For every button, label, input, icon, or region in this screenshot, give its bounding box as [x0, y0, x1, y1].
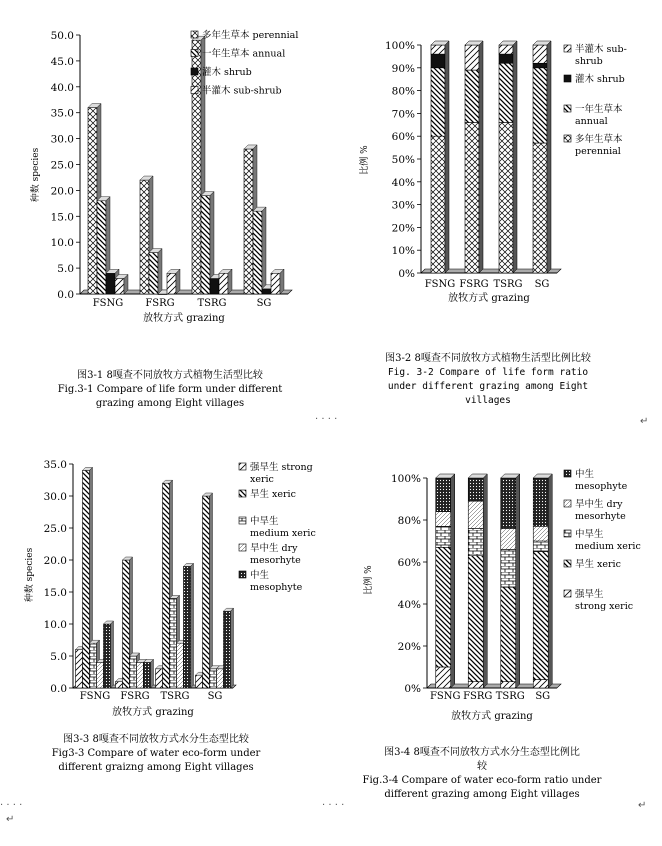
- category-label: TSRG: [197, 298, 227, 309]
- caption-fig-3-4: [332, 746, 632, 802]
- bar-side: [228, 269, 232, 294]
- bar-segment: [533, 68, 547, 143]
- bar-segment: [465, 45, 479, 70]
- category-label: FSNG: [429, 691, 461, 702]
- return-mark: ↵: [6, 814, 15, 825]
- y-tick-label: 0.0: [50, 683, 67, 695]
- bar-segment: [501, 682, 516, 688]
- legend-label: 半灌木 sub-shrub: [202, 85, 282, 97]
- y-tick-label: 90%: [391, 62, 415, 75]
- bar: [244, 149, 253, 294]
- legend-swatch: [564, 560, 571, 567]
- bar: [177, 643, 184, 688]
- bar-segment: [499, 45, 513, 54]
- category-label: TSRG: [493, 279, 523, 290]
- bar: [149, 253, 158, 294]
- y-tick-label: 80%: [391, 85, 415, 98]
- y-tick-label: 20%: [397, 641, 421, 653]
- bar: [115, 278, 124, 294]
- bar-segment: [468, 528, 483, 555]
- bar-segment: [533, 45, 547, 63]
- legend-label: 强旱生 strong: [250, 462, 313, 473]
- bar: [262, 289, 271, 294]
- y-tick-label: 20%: [391, 222, 415, 235]
- y-tick-label: 30.0: [50, 133, 74, 146]
- bar: [224, 611, 231, 688]
- bar-segment: [499, 123, 513, 273]
- legend-swatch: [564, 105, 571, 112]
- caption-line: Fig3-3 Compare of water eco-form under: [51, 748, 261, 759]
- bar-segment: [499, 54, 513, 63]
- bar-side: [176, 269, 180, 294]
- bar-segment: [533, 552, 548, 680]
- legend-label: strong xeric: [575, 601, 634, 612]
- bar-segment: [465, 70, 479, 122]
- legend-swatch: [191, 87, 198, 94]
- legend-swatch: [239, 571, 246, 578]
- caption-line: 较: [477, 761, 487, 772]
- y-tick-label: 100%: [390, 473, 421, 485]
- bar-side: [451, 474, 455, 688]
- legend-swatch: [564, 590, 571, 597]
- bar-side: [445, 41, 449, 273]
- bar-side: [548, 474, 552, 688]
- legend-swatch: [564, 470, 571, 477]
- legend-label: 强旱生: [575, 589, 604, 600]
- legend-label: mesorhyte: [575, 511, 626, 522]
- legend-swatch: [239, 463, 246, 470]
- y-tick-label: 35.0: [50, 107, 74, 120]
- legend-label: shrub: [575, 56, 603, 67]
- caption-line: villages: [465, 395, 511, 406]
- bar: [97, 201, 106, 294]
- bar-side: [191, 563, 194, 688]
- bar: [130, 656, 137, 688]
- y-tick-label: 40%: [391, 176, 415, 189]
- bar-segment: [499, 63, 513, 122]
- bar-segment: [468, 556, 483, 682]
- caption-line: different grazing among Eight villages: [384, 789, 580, 800]
- chart-life-form-ratio: [331, 0, 662, 350]
- y-tick-label: 0.0: [57, 289, 74, 301]
- caption-fig-3-3: [6, 733, 306, 775]
- legend-label: 中生: [250, 570, 270, 581]
- bar-segment: [533, 63, 547, 68]
- x-axis-label: 放牧方式 grazing: [448, 293, 530, 304]
- legend-swatch: [564, 500, 571, 507]
- bar-segment: [468, 478, 483, 501]
- bar-segment: [436, 512, 451, 527]
- bar: [210, 669, 217, 688]
- bar: [88, 108, 97, 294]
- bar: [253, 211, 262, 294]
- caption-line: 图3-3 8嘎查不同放牧方式水分生态型比较: [63, 734, 249, 745]
- legend-swatch: [564, 45, 571, 52]
- legend-swatch: [564, 135, 571, 142]
- category-label: FSRG: [120, 691, 150, 702]
- bar-segment: [436, 667, 451, 688]
- legend-label: 半灌木 sub-: [575, 44, 627, 55]
- bar-segment: [436, 478, 451, 512]
- y-tick-label: 10%: [391, 245, 415, 258]
- legend-label: 中旱生: [250, 516, 279, 527]
- bar: [116, 682, 123, 688]
- caption-line: Fig.3-1 Compare of life form under different: [57, 384, 283, 395]
- bar: [201, 196, 210, 294]
- y-axis-label: 种数 species: [31, 147, 41, 203]
- bar: [203, 496, 210, 688]
- legend-label: 旱生 xeric: [575, 559, 621, 570]
- y-tick-label: 50%: [391, 154, 415, 166]
- legend-label: medium xeric: [575, 541, 641, 552]
- bar-side: [280, 269, 284, 294]
- y-tick-label: 60%: [397, 557, 421, 569]
- legend-label: 多年生草本 perennial: [202, 30, 299, 41]
- legend-swatch: [239, 544, 246, 551]
- y-tick-label: 80%: [397, 515, 421, 527]
- y-tick-label: 10.0: [50, 237, 74, 250]
- category-label: FSRG: [145, 298, 175, 309]
- caption-line: 图3-2 8嘎查不同放牧方式植物生活型比例比较: [385, 353, 591, 364]
- caption-line: Fig.3-4 Compare of water eco-form ratio under: [362, 775, 602, 786]
- x-axis-label: 放牧方式 grazing: [451, 711, 533, 722]
- caption-line: under different grazing among Eight: [387, 381, 589, 392]
- category-label: SG: [535, 691, 551, 702]
- y-tick-label: 30%: [391, 199, 415, 212]
- bar: [97, 662, 104, 688]
- legend-swatch: [564, 75, 571, 82]
- bar: [217, 669, 224, 688]
- bar-segment: [533, 541, 548, 552]
- legend-label: 旱中生 dry: [250, 543, 298, 554]
- y-tick-label: 35.0: [43, 459, 67, 471]
- legend-label: mesorhyte: [250, 555, 301, 566]
- category-label: SG: [256, 298, 272, 309]
- caption-line: different graizng among Eight villages: [58, 762, 254, 773]
- y-tick-label: 15.0: [50, 211, 74, 224]
- page-marker-dots: · · · ·: [315, 414, 338, 425]
- y-tick-label: 40%: [397, 599, 421, 611]
- bar: [144, 662, 151, 688]
- return-mark: ↵: [640, 416, 649, 427]
- chart-water-eco-ratio: [331, 440, 662, 730]
- legend-label: 旱中生 dry: [575, 499, 623, 510]
- y-tick-label: 0%: [398, 268, 415, 280]
- bar: [76, 650, 83, 688]
- x-axis-label: 放牧方式 grazing: [112, 707, 194, 718]
- bar: [137, 662, 144, 688]
- x-axis-label: 放牧方式 grazing: [143, 313, 225, 324]
- bar: [156, 669, 163, 688]
- bar: [106, 273, 115, 294]
- bar-segment: [436, 526, 451, 547]
- bar: [219, 273, 228, 294]
- bar: [163, 483, 170, 688]
- category-label: TSRG: [160, 691, 190, 702]
- bar: [184, 566, 191, 688]
- bar-side: [158, 249, 162, 294]
- caption-fig-3-1: [20, 369, 320, 411]
- y-tick-label: 25.0: [43, 523, 67, 535]
- caption-line: Fig. 3-2 Compare of life form ratio: [387, 367, 589, 378]
- legend-label: 一年生草本: [575, 104, 623, 115]
- y-tick-label: 60%: [391, 131, 415, 144]
- bar-side: [151, 659, 154, 688]
- bar-segment: [431, 54, 445, 68]
- legend-label: xeric: [250, 474, 274, 485]
- legend-label: 中旱生: [575, 529, 604, 540]
- legend-swatch: [191, 31, 198, 38]
- bar-side: [210, 493, 213, 688]
- bar-segment: [431, 45, 445, 54]
- legend-label: mesophyte: [575, 481, 628, 492]
- y-tick-label: 10.0: [43, 619, 67, 631]
- category-label: FSRG: [459, 279, 489, 290]
- caption-line: grazing among Eight villages: [95, 398, 245, 409]
- return-mark: ↵: [638, 800, 647, 811]
- legend-swatch: [239, 490, 246, 497]
- y-tick-label: 20.0: [50, 185, 74, 198]
- bar-side: [483, 474, 487, 688]
- bar-segment: [501, 478, 516, 528]
- y-tick-label: 25.0: [50, 159, 74, 172]
- y-tick-label: 40.0: [50, 81, 74, 94]
- legend-label: annual: [575, 116, 608, 127]
- legend-label: 旱生 xeric: [250, 489, 296, 500]
- bar-segment: [501, 528, 516, 549]
- category-label: SG: [207, 691, 223, 702]
- bar: [196, 675, 203, 688]
- bar-side: [111, 621, 114, 688]
- legend-label: 灌木 shrub: [202, 67, 252, 78]
- legend-label: mesophyte: [250, 582, 303, 593]
- bar: [83, 470, 90, 688]
- bar: [210, 278, 219, 294]
- legend-label: medium xeric: [250, 528, 316, 539]
- bar-side: [516, 474, 520, 688]
- caption-fig-3-2: [338, 352, 638, 408]
- bar-segment: [501, 587, 516, 682]
- y-tick-label: 100%: [384, 40, 415, 52]
- y-tick-label: 0%: [404, 683, 421, 695]
- category-label: FSRG: [463, 691, 493, 702]
- bar-segment: [436, 547, 451, 667]
- bar: [167, 273, 176, 294]
- y-axis-label: 比例 %: [364, 565, 374, 595]
- legend-swatch: [191, 50, 198, 57]
- category-label: FSNG: [92, 298, 124, 309]
- chart-life-form-species: [0, 0, 331, 350]
- bar-segment: [501, 549, 516, 587]
- legend-label: 多年生草本: [575, 134, 623, 145]
- bar: [192, 40, 201, 294]
- y-tick-label: 15.0: [43, 587, 67, 599]
- legend-label: 灌木 shrub: [575, 74, 625, 85]
- bar-side: [513, 41, 517, 273]
- bar-segment: [431, 136, 445, 273]
- category-label: FSNG: [79, 691, 111, 702]
- y-tick-label: 45.0: [50, 55, 74, 68]
- bar-segment: [431, 68, 445, 136]
- bar-side: [262, 207, 266, 294]
- bar-segment: [533, 526, 548, 541]
- bar-segment: [465, 123, 479, 273]
- bar: [123, 560, 130, 688]
- bar-side: [479, 41, 483, 273]
- y-tick-label: 50.0: [50, 30, 74, 42]
- legend-swatch: [191, 68, 198, 75]
- caption-line: 图3-1 8嘎查不同放牧方式植物生活型比较: [77, 370, 263, 381]
- bar: [140, 180, 149, 294]
- y-axis-label: 种数 species: [25, 547, 35, 603]
- bar: [90, 643, 97, 688]
- page-marker-dots: · · · ·: [322, 800, 345, 811]
- category-label: FSNG: [424, 279, 456, 290]
- legend-label: perennial: [575, 146, 621, 157]
- legend-swatch: [239, 517, 246, 524]
- bar-segment: [533, 143, 547, 273]
- bar-side: [231, 608, 234, 688]
- bar: [170, 598, 177, 688]
- bar: [271, 273, 280, 294]
- bar-segment: [533, 680, 548, 688]
- page-marker-dots: · · · ·: [0, 800, 23, 811]
- bar-side: [547, 41, 551, 273]
- legend-label: 中生: [575, 469, 595, 480]
- y-tick-label: 5.0: [57, 263, 74, 276]
- category-label: TSRG: [495, 691, 525, 702]
- bar-segment: [468, 501, 483, 528]
- chart-water-eco-species: [0, 440, 331, 730]
- y-tick-label: 5.0: [50, 651, 67, 663]
- bar-segment: [468, 682, 483, 688]
- caption-line: 图3-4 8嘎查不同放牧方式水分生态型比例比: [384, 747, 580, 758]
- bar-segment: [533, 478, 548, 526]
- category-label: SG: [534, 279, 550, 290]
- legend-label: 一年生草本 annual: [202, 48, 286, 60]
- bar: [104, 624, 111, 688]
- y-tick-label: 30.0: [43, 491, 67, 503]
- y-tick-label: 70%: [391, 108, 415, 121]
- y-tick-label: 20.0: [43, 555, 67, 567]
- y-axis-label: 比例 %: [360, 145, 370, 175]
- legend-swatch: [564, 530, 571, 537]
